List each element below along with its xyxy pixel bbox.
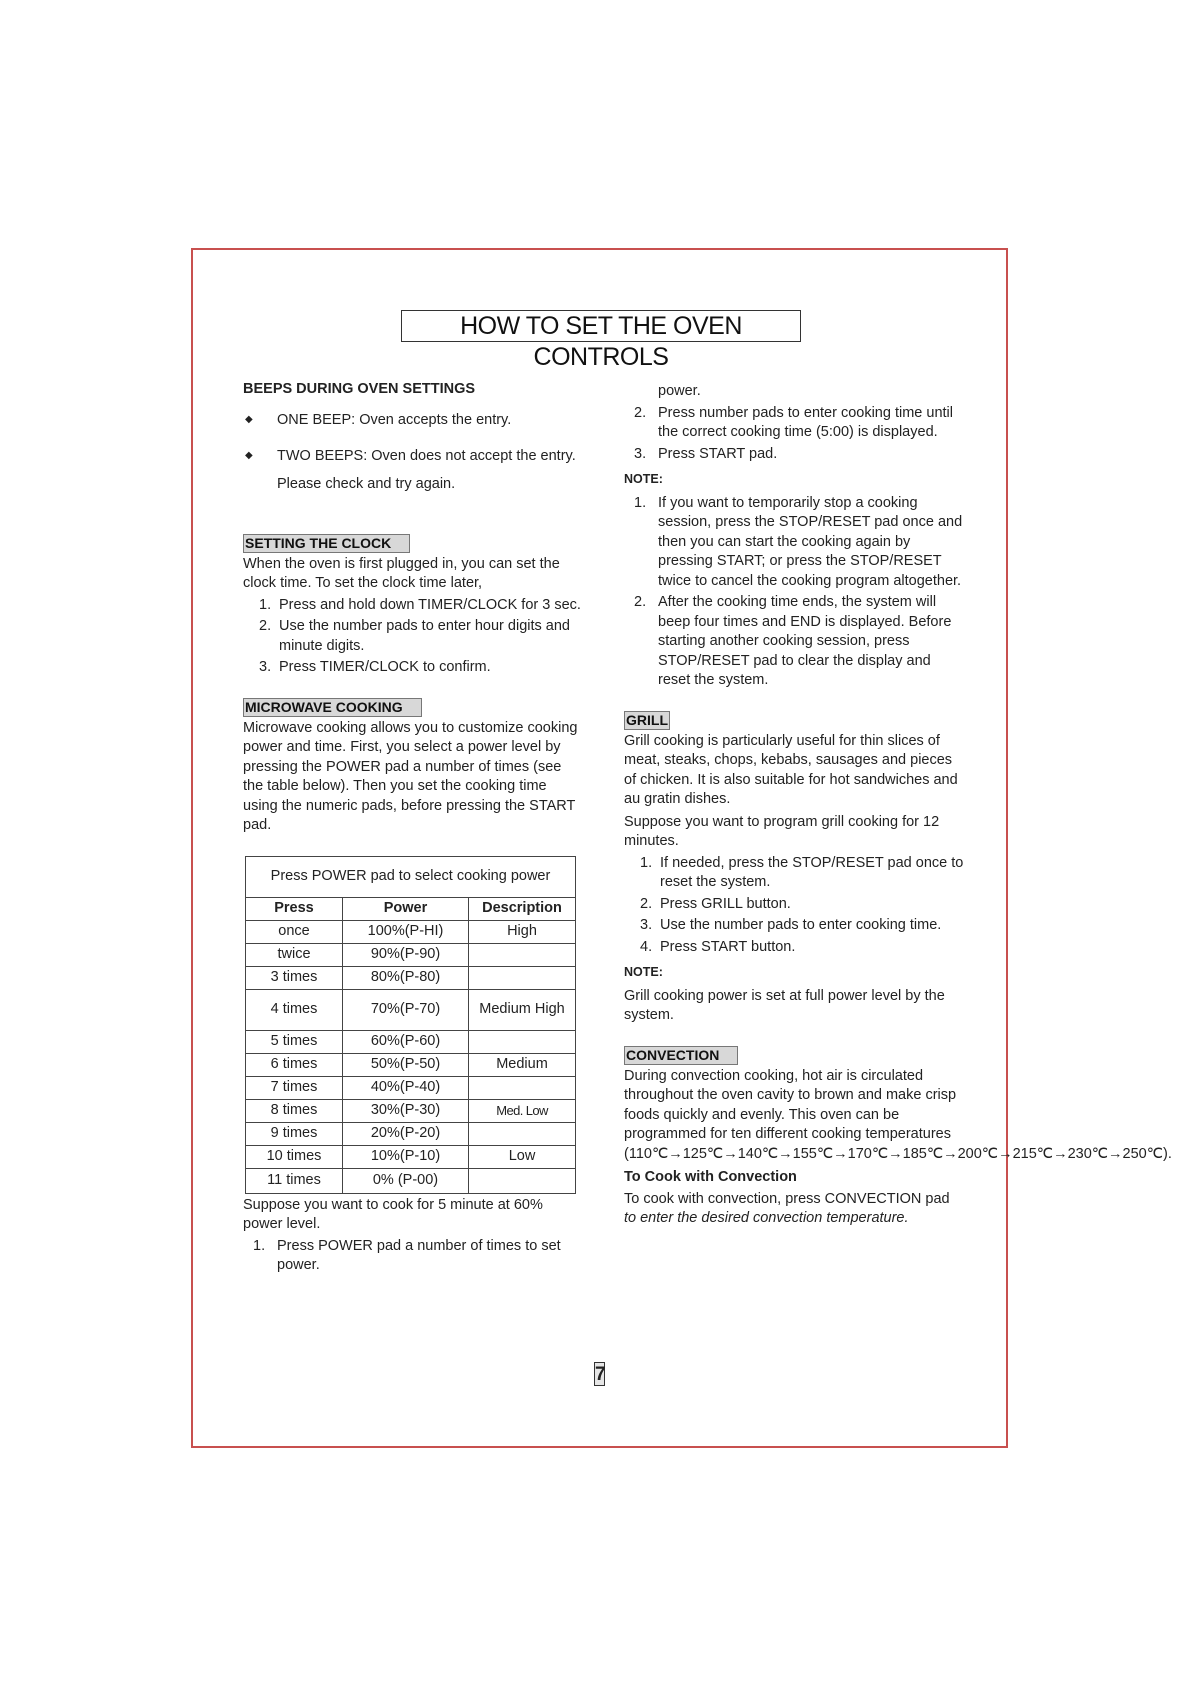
table-row: once 100%(P-HI) High	[246, 920, 576, 943]
table-header: Press	[246, 897, 343, 920]
convection-intro: During convection cooking, hot air is circulated throughout the oven cavity to brown and make crisp foods quickly and evenly. This oven can be programmed for ten different cooking temperatures (110℃→125℃→140℃→155℃→170℃→185℃→200℃→215℃→230℃→250℃).	[624, 1067, 1172, 1162]
grill-step: 4. Press START button.	[640, 938, 796, 955]
microwave-note: 2. After the cooking time ends, the system will beep four times and END is displayed. Before starting another cooking session, press STOP/RESET pad to clear the display and reset the system.	[634, 594, 952, 688]
clock-step: 1. Press and hold down TIMER/CLOCK for 3 sec.	[259, 596, 581, 613]
grill-note-label: NOTE:	[624, 965, 663, 979]
table-row: twice 90%(P-90)	[246, 943, 576, 966]
convection-subheading: To Cook with Convection	[624, 1169, 797, 1185]
microwave-heading: MICROWAVE COOKING	[243, 698, 422, 717]
bullet-icon: ◆	[245, 413, 253, 425]
microwave-step: 1. Press POWER pad a number of times to set power.	[253, 1237, 561, 1273]
clock-heading: SETTING THE CLOCK	[243, 534, 410, 553]
microwave-note: 1. If you want to temporarily stop a cooking session, press the STOP/RESET pad once and then you can start the cooking again by pressing START; or press the STOP/RESET twice to cancel the cooking program altogether.	[634, 494, 963, 589]
grill-step: 2. Press GRILL button.	[640, 895, 791, 912]
power-level-table	[245, 856, 576, 1194]
microwave-note-label: NOTE:	[624, 472, 663, 486]
table-row: 9 times 20%(P-20)	[246, 1122, 576, 1145]
microwave-example: Suppose you want to cook for 5 minute at 60% power level.	[243, 1196, 543, 1232]
microwave-step: 2. Press number pads to enter cooking time until the correct cooking time (5:00) is displayed.	[634, 404, 953, 440]
table-row: 7 times 40%(P-40)	[246, 1076, 576, 1099]
microwave-intro: Microwave cooking allows you to customize cooking power and time. First, you select a power level by pressing the POWER pad a number of times (see the table below). Then you set the cooking time using the numeric pads, before pressing the START pad.	[243, 719, 578, 833]
bullet-icon: ◆	[245, 449, 253, 461]
grill-note: Grill cooking power is set at full power level by the system.	[624, 987, 945, 1023]
convection-instruction: To cook with convection, press CONVECTION pad to enter the desired convection temperature.	[624, 1190, 950, 1226]
grill-heading: GRILL	[626, 711, 668, 728]
convection-heading: CONVECTION	[624, 1046, 738, 1065]
table-row: 8 times 30%(P-30) Med. Low	[246, 1099, 576, 1122]
grill-example: Suppose you want to program grill cooking for 12 minutes.	[624, 813, 940, 849]
microwave-step: 3. Press START pad.	[634, 445, 778, 462]
page-title: HOW TO SET THE OVEN CONTROLS	[401, 310, 801, 342]
clock-step: 2. Use the number pads to enter hour digits and minute digits.	[259, 618, 570, 654]
beep-item: ◆ ONE BEEP: Oven accepts the entry.	[243, 406, 583, 434]
grill-intro: Grill cooking is particularly useful for thin slices of meat, steaks, chops, kebabs, sausages and pieces of chicken. It is also suitable for hot sandwiches and au gratin dishes.	[624, 732, 958, 807]
page-number: 7	[595, 1364, 606, 1385]
table-header: Description	[469, 897, 576, 920]
beep-item: ◆ TWO BEEPS: Oven does not accept the entry. Please check and try again.	[243, 442, 583, 498]
table-row: 5 times 60%(P-60)	[246, 1030, 576, 1053]
table-caption: Press POWER pad to select cooking power	[246, 856, 576, 897]
grill-step: 1. If needed, press the STOP/RESET pad once to reset the system.	[640, 854, 964, 890]
grill-step: 3. Use the number pads to enter cooking time.	[640, 917, 942, 933]
right-column	[624, 380, 1172, 1229]
clock-intro: When the oven is first plugged in, you can set the clock time. To set the clock time later,	[243, 555, 560, 591]
table-row: 6 times 50%(P-50) Medium	[246, 1053, 576, 1076]
table-header: Power	[343, 897, 469, 920]
beeps-heading: BEEPS DURING OVEN SETTINGS	[243, 381, 476, 397]
clock-step: 3. Press TIMER/CLOCK to confirm.	[259, 659, 491, 675]
left-column	[243, 380, 583, 1276]
table-row: 3 times 80%(P-80)	[246, 966, 576, 989]
table-row: 10 times 10%(P-10) Low	[246, 1145, 576, 1168]
table-row: 4 times 70%(P-70) Medium High	[246, 989, 576, 1030]
table-row: 11 times 0% (P-00)	[246, 1168, 576, 1193]
microwave-step-continued: power.	[658, 383, 701, 399]
